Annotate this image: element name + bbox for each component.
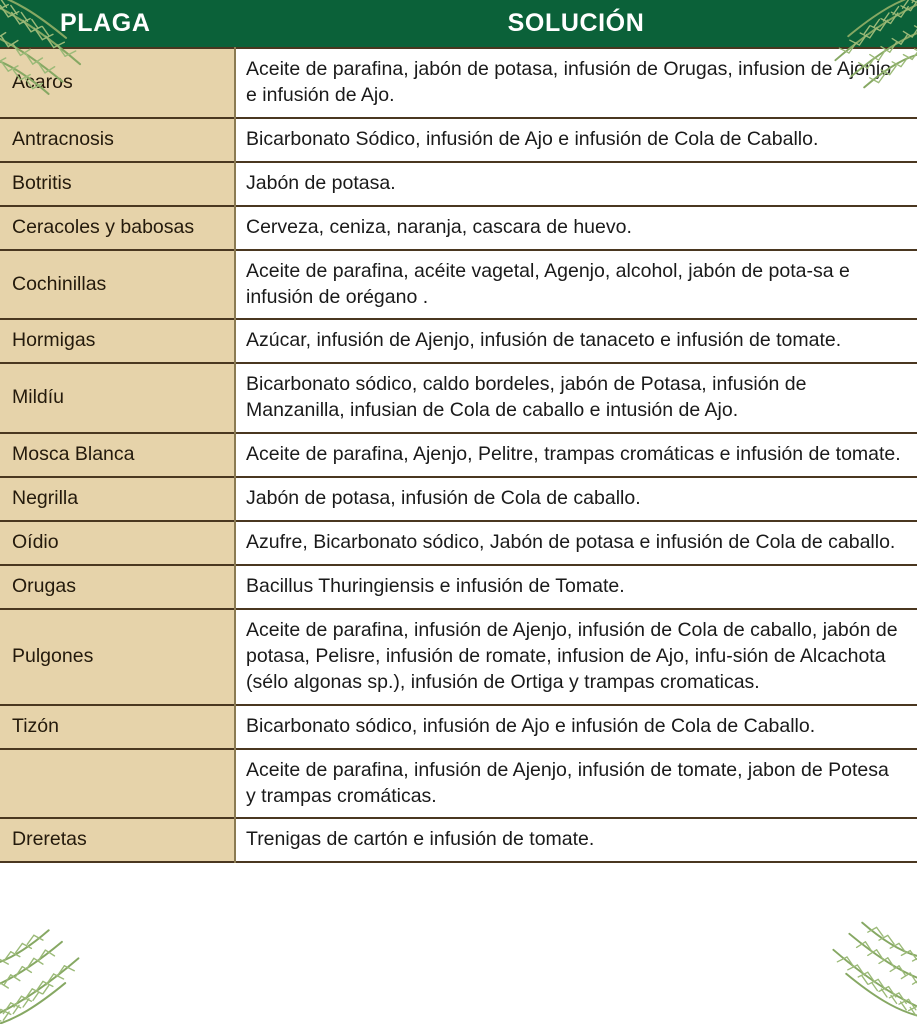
table-body <box>0 48 917 862</box>
cell-plaga: Antracnosis <box>0 118 235 162</box>
table-row <box>0 477 917 521</box>
table-row <box>0 609 917 705</box>
cell-solucion <box>235 433 917 477</box>
solucion-text: Trenigas de cartón e infusión de tomate. <box>246 828 595 851</box>
table-row <box>0 749 917 819</box>
solucion-text: Bicarbonato sódico, infusión de Ajo e infusión de Cola de Caballo. <box>246 714 816 737</box>
cell-solucion <box>235 250 917 320</box>
rosemary-sprig-bottom-left-icon <box>0 885 151 1024</box>
cell-plaga: Negrilla <box>0 477 235 521</box>
table-row <box>0 521 917 565</box>
cell-solucion <box>235 162 917 206</box>
solucion-text: Aceite de parafina, jabón de potasa, infusión de Orugas, infusion de Ajonjo e infusión de Ajo. <box>246 58 892 106</box>
cell-solucion <box>235 521 917 565</box>
solucion-text: Azúcar, infusión de Ajenjo, infusión de tanaceto e infusión de tomate. <box>246 329 842 352</box>
table-row <box>0 433 917 477</box>
solucion-text: Bicarbonato sódico, caldo bordeles, jabón de Potasa, infusión de Manzanilla, infusian de Cola de caballo e intusión de Ajo. <box>246 373 807 422</box>
table-row <box>0 363 917 433</box>
cell-solucion <box>235 206 917 250</box>
cell-plaga: Botritis <box>0 162 235 206</box>
cell-solucion <box>235 565 917 609</box>
cell-plaga: Mosca Blanca <box>0 433 235 477</box>
solucion-text: Azufre, Bicarbonato sódico, Jabón de potasa e infusión de Cola de caballo. <box>246 531 896 554</box>
table-row <box>0 48 917 118</box>
table-row <box>0 705 917 749</box>
solucion-text: Aceite de parafina, Ajenjo, Pelitre, trampas cromáticas e infusión de tomate. <box>246 443 901 466</box>
cell-solucion <box>235 48 917 118</box>
solucion-text: Aceite de parafina, acéite vagetal, Agenjo, alcohol, jabón de pota-sa e infusión de orégano . <box>246 259 850 308</box>
table-row <box>0 818 917 862</box>
cell-plaga <box>0 749 235 819</box>
cell-plaga: Orugas <box>0 565 235 609</box>
table-row <box>0 319 917 363</box>
cell-plaga: Hormigas <box>0 319 235 363</box>
column-header-solucion: SOLUCIÓN <box>235 0 917 48</box>
cell-plaga: Ceracoles y babosas <box>0 206 235 250</box>
solucion-text: Aceite de parafina, infusión de Ajenjo, infusión de Cola de caballo, jabón de potasa, Pelisre, infusión de romate, infusion de Ajo, infu-sión de Alcachota (sélo algonas sp.), infusión de Ortiga y trampas cromaticas. <box>246 618 898 693</box>
table-row <box>0 250 917 320</box>
cell-solucion <box>235 705 917 749</box>
column-header-plaga: PLAGA <box>0 0 235 48</box>
cell-plaga: Dreretas <box>0 818 235 862</box>
cell-solucion <box>235 818 917 862</box>
table-row <box>0 565 917 609</box>
cell-plaga: Mildíu <box>0 363 235 433</box>
rosemary-sprig-bottom-right-icon <box>763 874 917 1024</box>
solucion-text: Aceite de parafina, infusión de Ajenjo, infusión de tomate, jabon de Potesa y trampas cromáticas. <box>246 758 889 807</box>
solucion-text: Cerveza, ceniza, naranja, cascara de huevo. <box>246 215 632 238</box>
solucion-text: Jabón de potasa. <box>246 171 396 194</box>
table-header-row <box>0 0 917 48</box>
table-row <box>0 162 917 206</box>
cell-solucion <box>235 118 917 162</box>
cell-solucion <box>235 609 917 705</box>
cell-plaga: Cochinillas <box>0 250 235 320</box>
cell-plaga: Pulgones <box>0 609 235 705</box>
cell-plaga: Acaros <box>0 48 235 118</box>
cell-solucion <box>235 319 917 363</box>
cell-plaga: Tizón <box>0 705 235 749</box>
table-header <box>0 0 917 48</box>
solucion-text: Bicarbonato Sódico, infusión de Ajo e infusión de Cola de Caballo. <box>246 127 819 150</box>
cell-solucion <box>235 477 917 521</box>
cell-solucion <box>235 749 917 819</box>
table-row <box>0 118 917 162</box>
solucion-text: Bacillus Thuringiensis e infusión de Tomate. <box>246 574 625 597</box>
solucion-text: Jabón de potasa, infusión de Cola de caballo. <box>246 487 641 510</box>
cell-solucion <box>235 363 917 433</box>
cell-plaga: Oídio <box>0 521 235 565</box>
table-row <box>0 206 917 250</box>
